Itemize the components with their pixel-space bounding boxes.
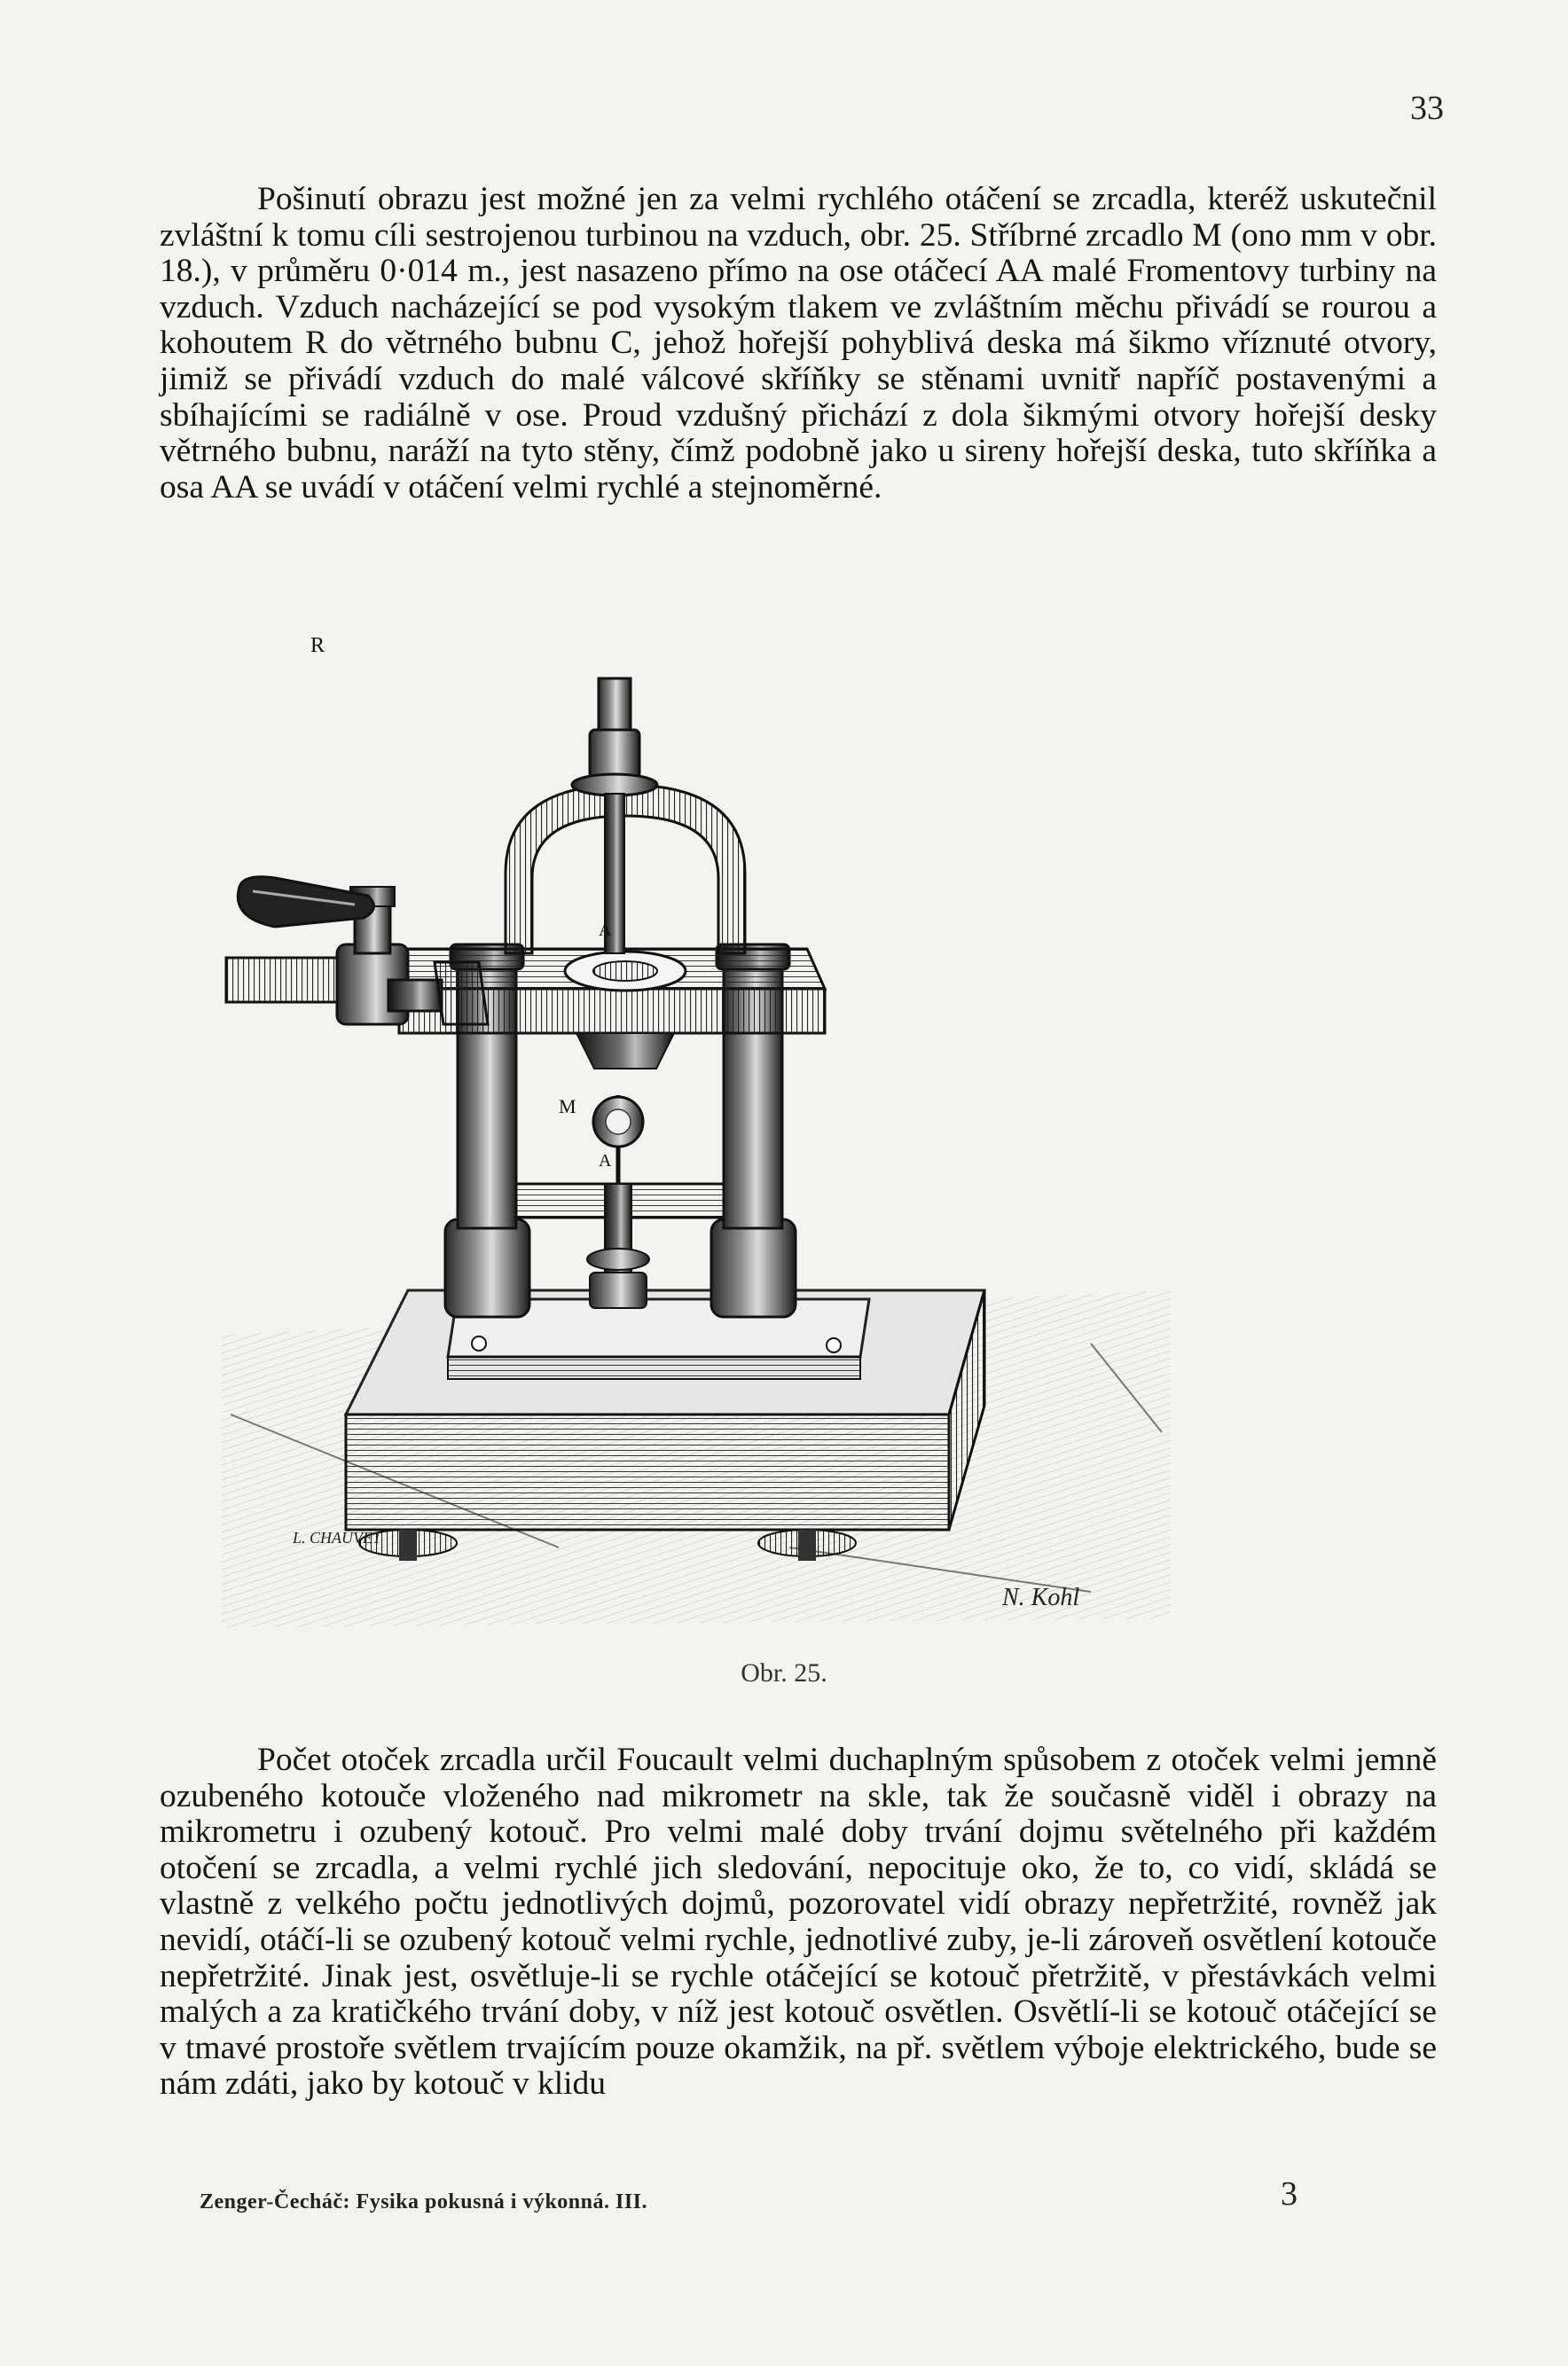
- page-number: 33: [1410, 90, 1444, 127]
- artist-signature: N. Kohl: [1002, 1584, 1080, 1611]
- figure-caption: Obr. 25.: [741, 1658, 827, 1688]
- paragraph-turbine-description: [160, 182, 1437, 505]
- paragraph-text: Počet otoček zrcadla určil Foucault velmi duchaplným spůsobem z otoček velmi jemně ozubeného kotouče vloženého nad mikrometr na skle, tak že současně viděl i obrazy na mikrometru i ozubený kotouč. Pro velmi malé doby trvání dojmu světelného při každém otočení se zrcadla, a velmi rychlé jich sledování, nepocituje oko, že to, co vidí, skládá se vlastně z velkého počtu jednotlivých dojmů, pozorovatel vidí obrazy nepřetržité, rovněž jak nevidí, otáčí-li se ozubený kotouč velmi rychle, jednotlivé zuby, je-li zároveň osvětlení kotouče nepřetržité. Jinak jest, osvětluje-li se rychle otáčející se kotouč přetržitě, v přestávkách velmi malých a za kratičkého trvání doby, v níž jest kotouč osvětlen. Osvětlí-li se kotouč otáčející se v tmavé prostoře světlem trvajícím pouze okamžik, na př. světlem výboje elektrického, bude se nám zdáti, jako by kotouč v klidu: [160, 1742, 1437, 2103]
- turbine-engraving: [222, 634, 1171, 1627]
- sheet-mark: 3: [1281, 2175, 1298, 2213]
- label-r: R: [310, 634, 325, 657]
- turbine-illustration: [222, 634, 1171, 1627]
- footer-citation: Zenger-Čecháč: Fysika pokusná i výkonná. III.: [200, 2190, 648, 2213]
- paragraph-foucault-method: [160, 1743, 1437, 2103]
- engraver-signature: L. CHAUVET: [293, 1529, 382, 1547]
- paragraph-text: Pošinutí obrazu jest možné jen za velmi rychlého otáčení se zrcadla, kteréž uskutečnil zvláštní k tomu cíli sestrojenou turbinou na vzduch, obr. 25. Stříbrné zrcadlo M (ono mm v obr. 18.), v průměru 0·014 m., jest nasazeno přímo na ose otáčecí AA malé Fromentovy turbiny na vzduch. Vzduch nacházející se pod vysokým tlakem ve zvláštním měchu přivádí se rourou a kohoutem R do větrného bubnu C, jehož hořejší pohyblivá deska má šikmo vříznuté otvory, jimiž se přivádí vzduch do malé válcové skříňky se stěnami uvnitř napříč postavenými a sbíhajícími se radiálně v ose. Proud vzdušný přichází z dola šikmými otvory hořejší desky větrného bubnu, naráží na tyto stěny, čímž podobně jako u sireny hořejší deska, tuto skříňka a osa AA se uvádí v otáčení velmi rychlé a stejnoměrné.: [160, 181, 1437, 505]
- base-block: [346, 1290, 993, 1530]
- label-m: M: [559, 1095, 576, 1117]
- label-a-bottom: A: [599, 1151, 612, 1171]
- label-a-top: A: [599, 921, 612, 940]
- mirror-m: [593, 1095, 643, 1184]
